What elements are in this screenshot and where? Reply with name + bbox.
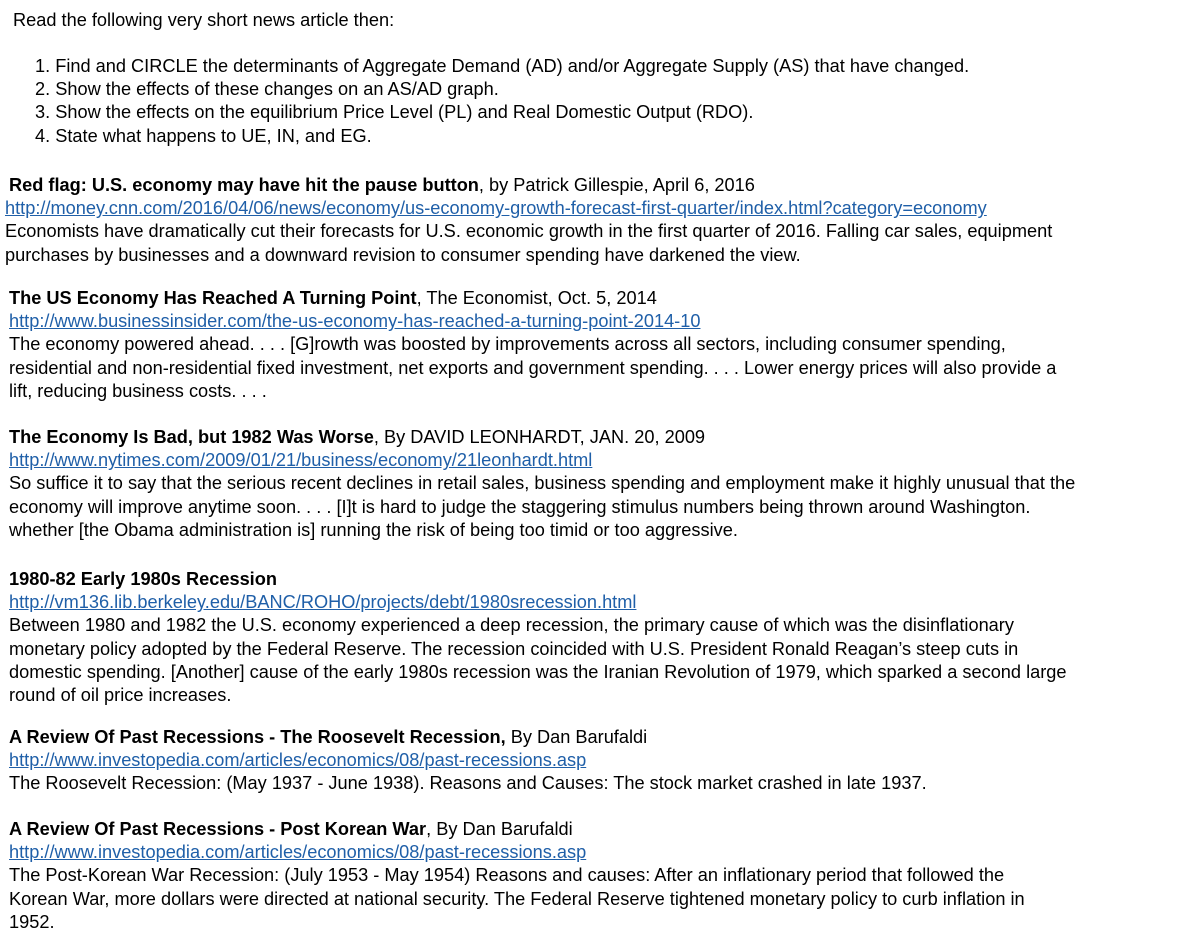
article-byline: , By Dan Barufaldi xyxy=(426,819,573,839)
instruction-step: 3. Show the effects on the equilibrium Price Level (PL) and Real Domestic Output (RDO). xyxy=(35,102,754,123)
instruction-step: 2. Show the effects of these changes on an AS/AD graph. xyxy=(35,79,499,100)
article-byline: , By DAVID LEONHARDT, JAN. 20, 2009 xyxy=(373,427,706,447)
article-text-line: 1952. xyxy=(9,911,55,932)
article-byline: By Dan Barufaldi xyxy=(505,727,648,747)
article-title: The Economy Is Bad, but 1982 Was Worse xyxy=(9,427,374,447)
article-title: Red flag: U.S. economy may have hit the pause button xyxy=(9,175,479,195)
article-text-line: So suffice it to say that the serious recent declines in retail sales, business spending and employment make it highly unusual that the xyxy=(9,473,1076,494)
article-text-line: Korean War, more dollars were directed at national security. The Federal Reserve tightened monetary policy to curb inflation in xyxy=(9,888,1025,909)
article-link[interactable]: http://money.cnn.com/2016/04/06/news/economy/us-economy-growth-forecast-first-quarter/index.html?category=economy xyxy=(5,198,987,219)
article-text-line: Between 1980 and 1982 the U.S. economy experienced a deep recession, the primary cause of which was the disinflationary xyxy=(9,615,1014,636)
article-title: The US Economy Has Reached A Turning Point xyxy=(9,288,417,308)
article-text-line: residential and non-residential fixed investment, net exports and government spending. . . . Lower energy prices will also provide a xyxy=(9,357,1057,378)
article-headline xyxy=(5,726,1195,749)
article-headline xyxy=(5,426,1195,449)
article-link[interactable]: http://www.investopedia.com/articles/economics/08/past-recessions.asp xyxy=(9,750,587,771)
article-byline: , by Patrick Gillespie, April 6, 2016 xyxy=(478,175,755,195)
article-text-line: Economists have dramatically cut their forecasts for U.S. economic growth in the first quarter of 2016. Falling car sales, equipment xyxy=(5,221,1053,242)
article-post-korean-war xyxy=(5,818,1195,934)
article-headline xyxy=(5,568,1195,591)
article-title: A Review Of Past Recessions - Post Korean War xyxy=(9,819,427,839)
article-title: A Review Of Past Recessions - The Roosevelt Recession, xyxy=(9,727,506,747)
article-headline xyxy=(5,287,1195,310)
article-text-line: economy will improve anytime soon. . . . [I]t is hard to judge the staggering stimulus numbers being thrown around Washington. xyxy=(9,496,1031,517)
article-roosevelt-recession xyxy=(5,726,1195,796)
article-headline xyxy=(5,174,1195,197)
article-text-line: The Roosevelt Recession: (May 1937 - June 1938). Reasons and Causes: The stock market crashed in late 1937. xyxy=(9,773,927,794)
article-text-line: whether [the Obama administration is] running the risk of being too timid or too aggressive. xyxy=(9,519,738,540)
article-text-line: domestic spending. [Another] cause of the early 1980s recession was the Iranian Revolution of 1979, which sparked a second large xyxy=(9,661,1067,682)
instruction-step: 1. Find and CIRCLE the determinants of Aggregate Demand (AD) and/or Aggregate Supply (AS) that have changed. xyxy=(35,56,970,76)
article-1980s-recession xyxy=(5,568,1195,707)
article-title: 1980-82 Early 1980s Recession xyxy=(9,569,277,589)
article-text-line: purchases by businesses and a downward revision to consumer spending have darkened the view. xyxy=(5,244,801,265)
instruction-step: 4. State what happens to UE, IN, and EG. xyxy=(35,125,372,146)
article-text-line: monetary policy adopted by the Federal Reserve. The recession coincided with U.S. President Ronald Reagan’s steep cuts in xyxy=(9,638,1019,659)
article-text-line: lift, reducing business costs. . . . xyxy=(9,380,267,401)
article-link[interactable]: http://www.nytimes.com/2009/01/21/business/economy/21leonhardt.html xyxy=(9,450,593,471)
article-link[interactable]: http://www.investopedia.com/articles/economics/08/past-recessions.asp xyxy=(9,842,587,863)
article-turning-point xyxy=(5,287,1195,403)
article-link[interactable]: http://vm136.lib.berkeley.edu/BANC/ROHO/projects/debt/1980srecession.html xyxy=(9,592,637,613)
article-link[interactable]: http://www.businessinsider.com/the-us-economy-has-reached-a-turning-point-2014-10 xyxy=(9,311,701,332)
article-red-flag xyxy=(5,174,1195,267)
instructions-intro: Read the following very short news article then: xyxy=(13,10,395,30)
instructions-steps xyxy=(35,55,969,148)
article-text-line: The Post-Korean War Recession: (July 1953 - May 1954) Reasons and causes: After an inflationary period that followed the xyxy=(9,865,1005,886)
article-text-line: The economy powered ahead. . . . [G]rowth was boosted by improvements across all sectors, including consumer spending, xyxy=(9,334,1006,355)
article-byline: , The Economist, Oct. 5, 2014 xyxy=(416,288,657,308)
article-headline xyxy=(5,818,1195,841)
article-text-line: round of oil price increases. xyxy=(9,685,232,706)
article-1982-worse xyxy=(5,426,1195,542)
